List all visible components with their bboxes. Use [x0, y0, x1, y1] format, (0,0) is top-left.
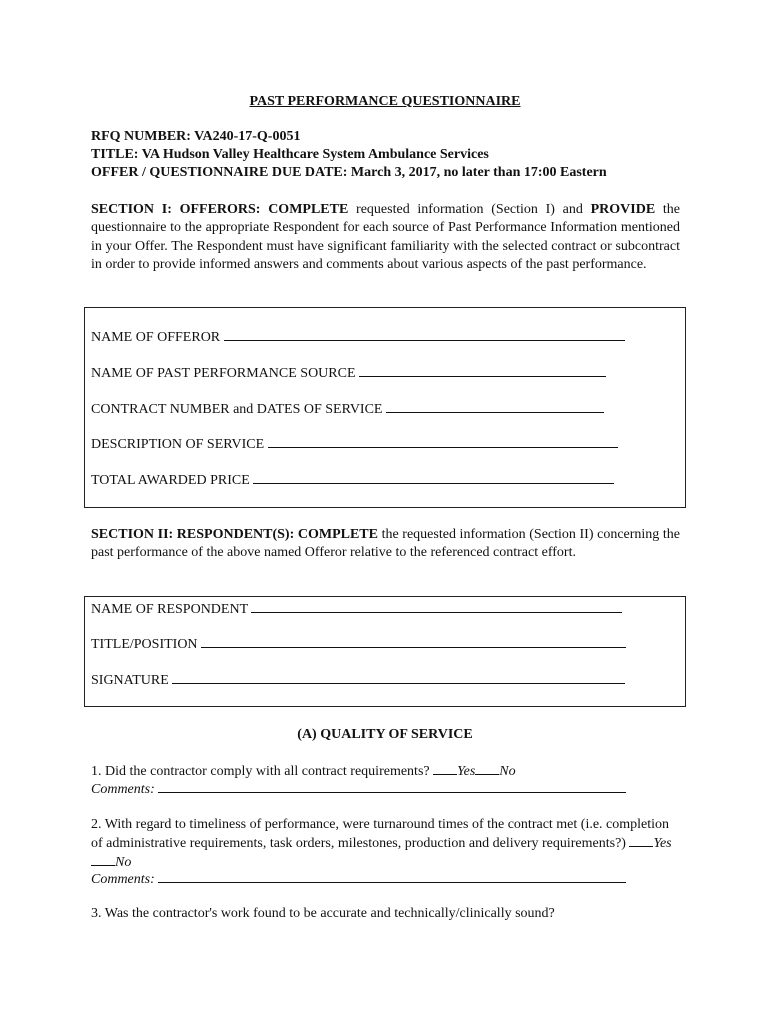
past-performance-source-field[interactable] — [91, 364, 606, 382]
question-2 — [91, 816, 681, 872]
yes-blank[interactable] — [433, 762, 457, 775]
quality-of-service-heading: (A) QUALITY OF SERVICE — [297, 727, 473, 742]
field-label: NAME OF RESPONDENT — [91, 602, 248, 617]
section-2-lead: SECTION II: RESPONDENT(S): COMPLETE — [91, 527, 378, 542]
signature-field[interactable] — [91, 671, 625, 689]
section-1-text-a: requested information (Section I) and — [348, 202, 591, 217]
fill-line[interactable] — [172, 671, 625, 684]
due-date: OFFER / QUESTIONNAIRE DUE DATE: March 3, 2017, no later than 17:00 Eastern — [91, 165, 607, 180]
fill-line[interactable] — [359, 364, 606, 377]
field-label: NAME OF PAST PERFORMANCE SOURCE — [91, 366, 356, 381]
comments-line[interactable] — [158, 780, 626, 793]
no-option: No — [499, 764, 516, 779]
section-2-instructions — [91, 526, 680, 563]
question-1-comments[interactable] — [91, 780, 651, 799]
fill-line[interactable] — [253, 471, 614, 484]
yes-option: Yes — [653, 836, 672, 851]
fill-line[interactable] — [268, 435, 618, 448]
section-2-text: the requested information (Section II) concerning the past performance of the above named Offeror relative to the referenced contract effort. — [91, 527, 681, 561]
comments-label: Comments: — [91, 782, 155, 797]
total-awarded-price-field[interactable] — [91, 471, 614, 489]
section-1-lead: SECTION I: OFFERORS: COMPLETE — [91, 202, 349, 217]
no-option: No — [115, 855, 132, 870]
section-1-text-b: the questionnaire to the appropriate Respondent for each source of Past Performance Information mentioned in your Offer. The Respondent must have significant familiarity with the selected contract or subcontract in order to provide informed answers and comments about various aspects of the past performance. — [91, 202, 681, 272]
title-line: TITLE: VA Hudson Valley Healthcare System Ambulance Services — [91, 147, 489, 162]
comments-label: Comments: — [91, 872, 155, 887]
section-1-instructions — [91, 201, 680, 274]
fill-line[interactable] — [201, 635, 626, 648]
field-label: NAME OF OFFEROR — [91, 330, 221, 345]
field-label: DESCRIPTION OF SERVICE — [91, 437, 265, 452]
field-label: SIGNATURE — [91, 673, 169, 688]
question-1 — [91, 762, 651, 781]
question-text: 1. Did the contractor comply with all contract requirements? — [91, 764, 430, 779]
fill-line[interactable] — [386, 400, 604, 413]
comments-line[interactable] — [158, 870, 626, 883]
respondent-name-field[interactable] — [91, 600, 622, 618]
question-3: 3. Was the contractor's work found to be accurate and technically/clinically sound? — [91, 906, 555, 921]
field-label: TITLE/POSITION — [91, 637, 198, 652]
rfq-number: RFQ NUMBER: VA240-17-Q-0051 — [91, 129, 301, 144]
yes-blank[interactable] — [629, 834, 653, 847]
title-position-field[interactable] — [91, 635, 626, 653]
no-blank[interactable] — [91, 853, 115, 866]
fill-line[interactable] — [251, 600, 622, 613]
document-title: PAST PERFORMANCE QUESTIONNAIRE — [249, 94, 521, 109]
question-2-comments[interactable] — [91, 870, 651, 889]
fill-line[interactable] — [224, 328, 625, 341]
description-of-service-field[interactable] — [91, 435, 618, 453]
field-label: CONTRACT NUMBER and DATES OF SERVICE — [91, 402, 383, 417]
field-label: TOTAL AWARDED PRICE — [91, 473, 250, 488]
no-blank[interactable] — [475, 762, 499, 775]
offeror-name-field[interactable] — [91, 328, 625, 346]
question-text: 2. With regard to timeliness of performance, were turnaround times of the contract met (i.e. completion of administrative requirements, task orders, milestones, production and delivery requirements?) — [91, 817, 670, 851]
contract-number-field[interactable] — [91, 400, 604, 418]
section-1-provide: PROVIDE — [590, 202, 656, 217]
yes-option: Yes — [457, 764, 476, 779]
